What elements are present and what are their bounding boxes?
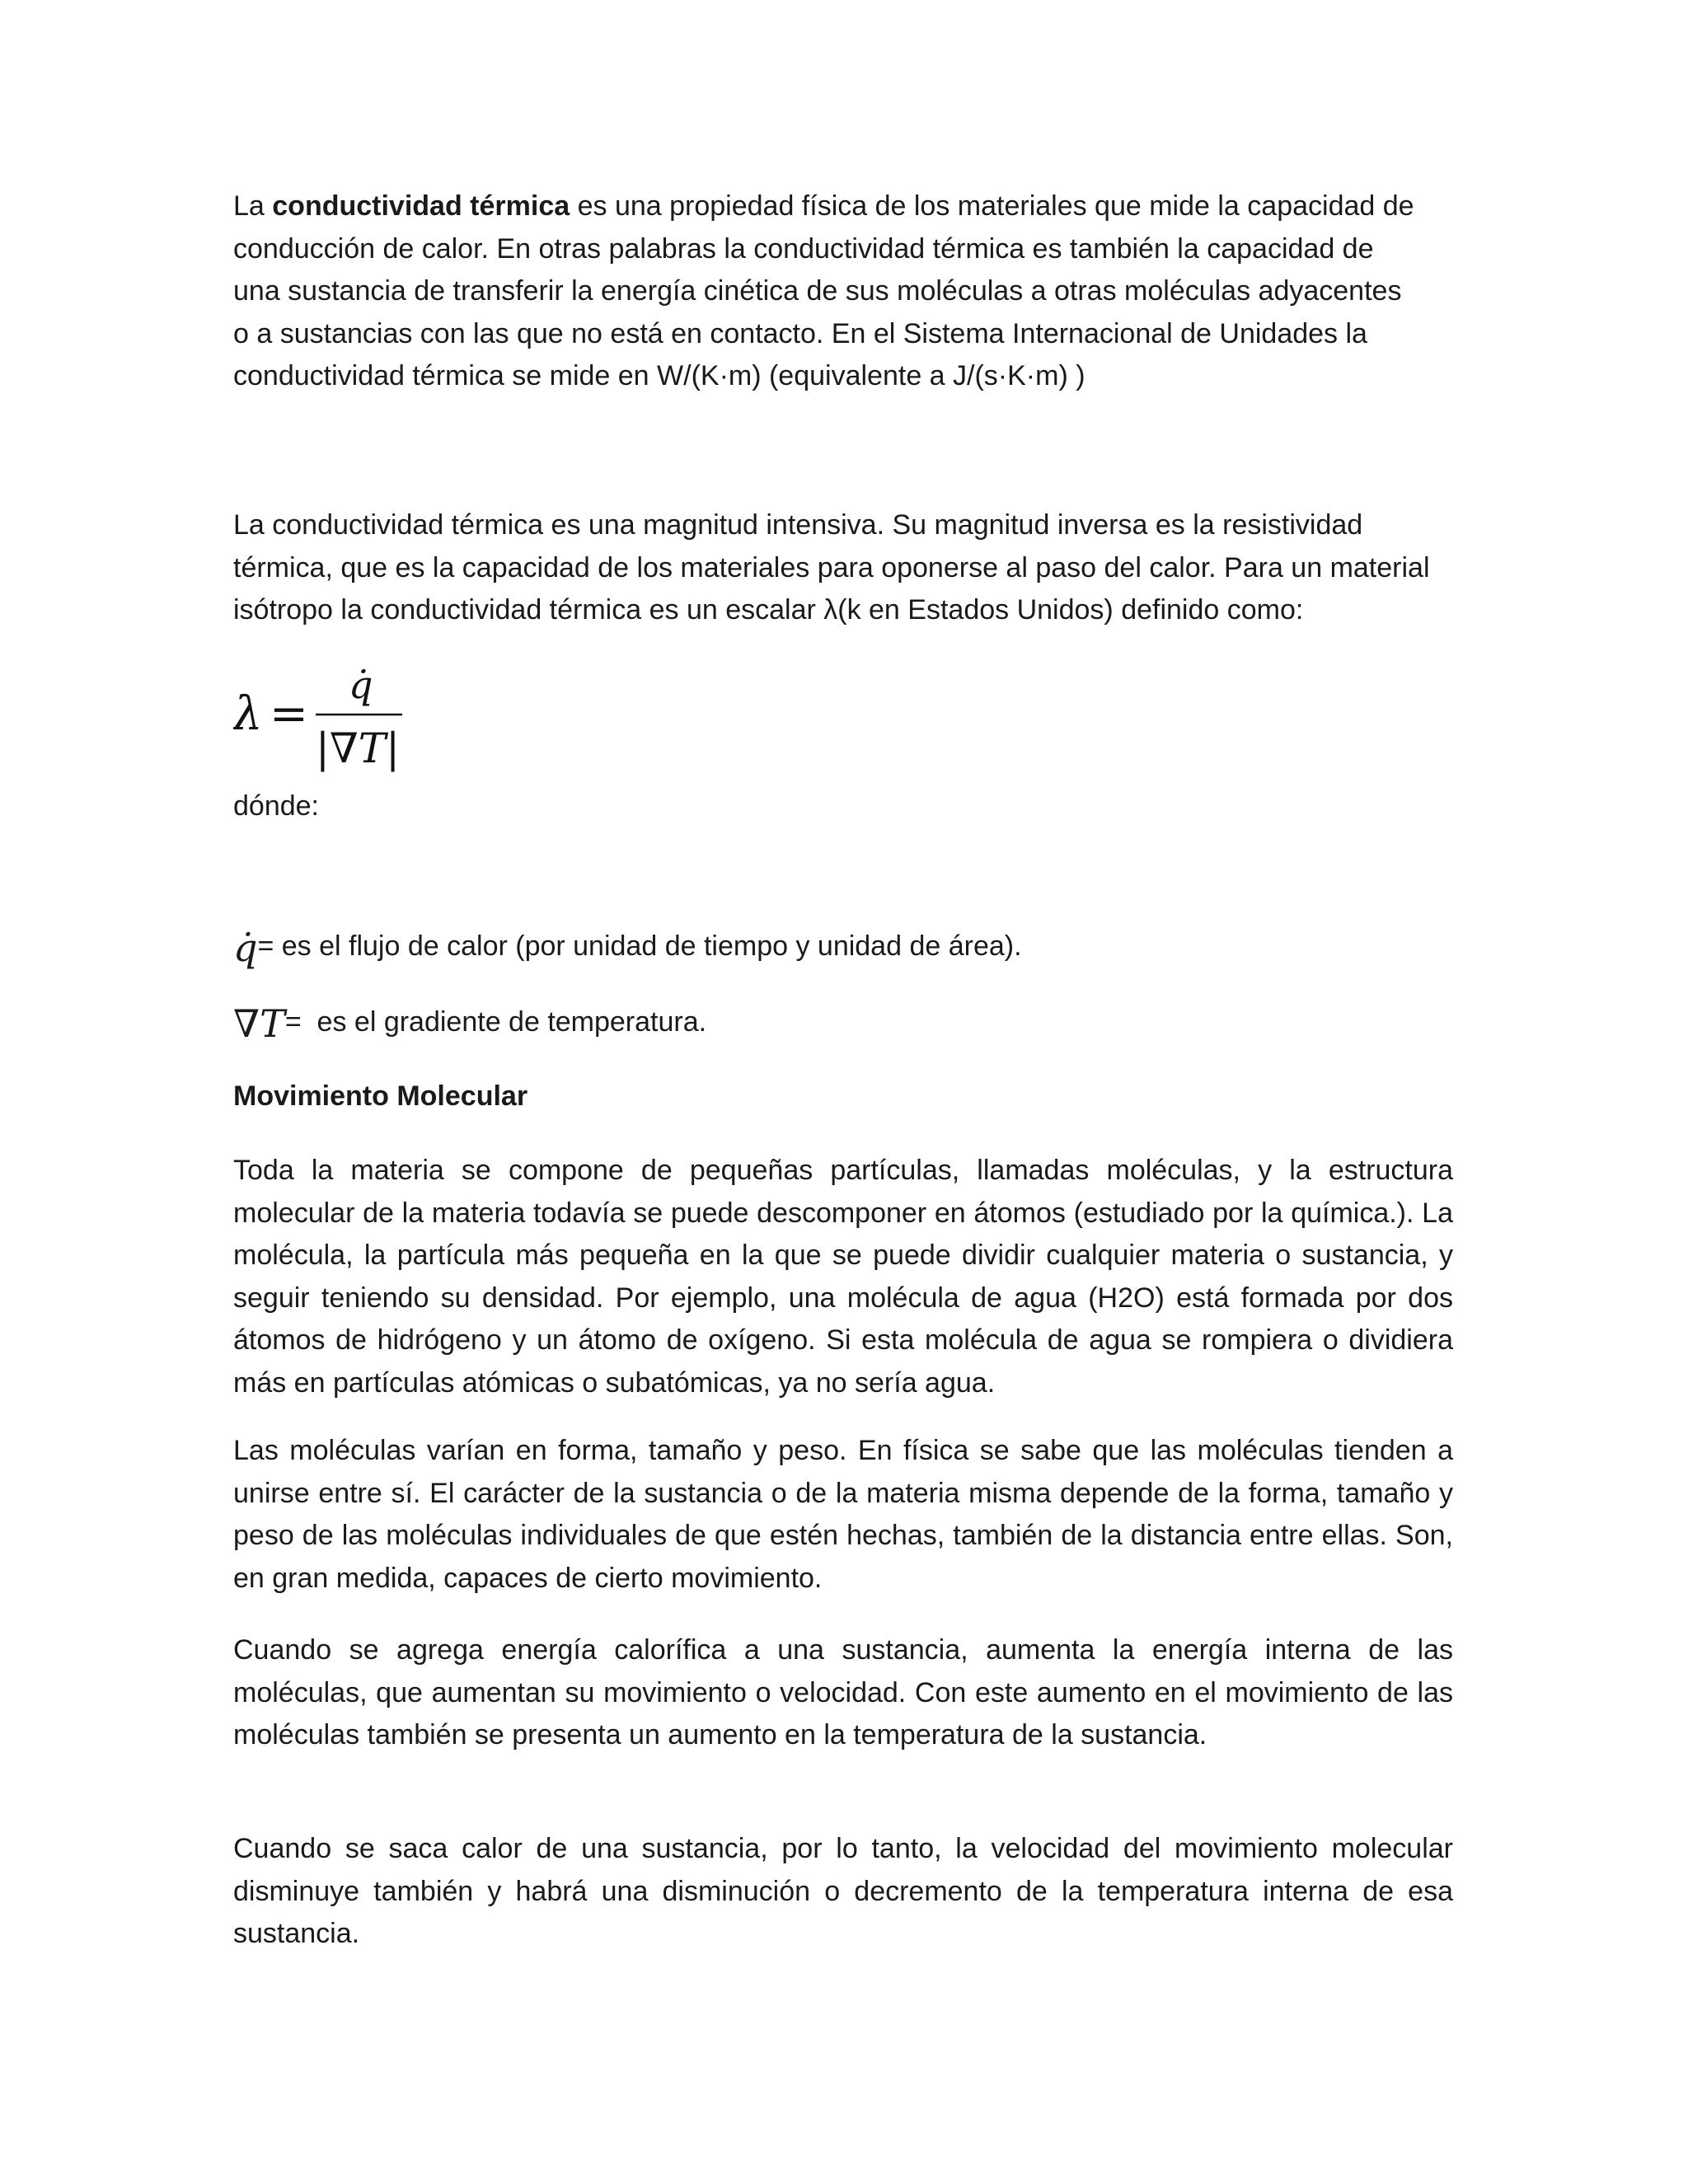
paragraph-molecule-shape: Las moléculas varían en forma, tamaño y peso. En física se sabe que las moléculas tienden a unirse entre sí. El carácter de la sustancia o de la materia misma depende de la forma, tamaño y peso de las moléculas individuales de que estén hechas, también de la distancia entre ellas. Son, en gran medida, capaces de cierto movimiento. xyxy=(233,1435,1453,1594)
paragraph-heat-removed: Cuando se saca calor de una sustancia, por lo tanto, la velocidad del movimiento molecular disminuye también y habrá una disminución o decremento de la temperatura interna de esa sustancia. xyxy=(233,1833,1453,1949)
donde-label: dónde: xyxy=(233,790,319,822)
definition-heat-flux xyxy=(233,926,1022,968)
definition-gradient xyxy=(233,1001,706,1044)
paragraph-molecules: Toda la materia se compone de pequeñas partículas, llamadas moléculas, y la estructura molecular de la materia todavía se puede descomponer en átomos (estudiado por la química.). La molécula, la partícula más pequeña en la que se puede dividir cualquier materia o sustancia, y seguir teniendo su densidad. Por ejemplo, una molécula de agua (H2O) está formada por dos átomos de hidrógeno y un átomo de oxígeno. Si esta molécula de agua se rompiera o dividiera más en partículas atómicas o subatómicas, ya no sería agua. xyxy=(233,1155,1453,1399)
section-heading: Movimiento Molecular xyxy=(233,1080,528,1112)
formula-lhs: λ xyxy=(233,687,263,741)
heat-flux-text: = es el flujo de calor (por unidad de tiempo y unidad de área). xyxy=(257,930,1022,962)
gradient-symbol: ∇T xyxy=(233,1001,285,1046)
bold-term: conductividad térmica xyxy=(272,190,570,222)
paragraph-intro xyxy=(233,185,1420,398)
conductivity-formula xyxy=(233,655,579,787)
formula-denominator: |∇T| xyxy=(316,724,400,772)
formula-equals: = xyxy=(270,687,308,741)
intro-text: es una propiedad física de los materiales que mide la capacidad de conducción de calor. En otras palabras la conductividad térmica es también la capacidad de una sustancia de transferir la energía cinética de sus moléculas a otras moléculas adyacentes o a sustancias con las que no está en contacto. En el Sistema Internacional de Unidades la conductividad térmica se mide en W/(K·m) (equivalente a J/(s·K·m) ) xyxy=(233,190,1414,391)
gradient-text: = es el gradiente de temperatura. xyxy=(284,1006,707,1038)
formula-numerator: q̇ xyxy=(349,663,373,707)
heat-flux-symbol: q̇ xyxy=(233,925,258,970)
paragraph-intensive: La conductividad térmica es una magnitud intensiva. Su magnitud inversa es la resistividad térmica, que es la capacidad de los materiales para oponerse al paso del calor. Para un material isótropo la conductividad térmica es un escalar λ(k en Estados Unidos) definido como: xyxy=(233,509,1430,626)
intro-prefix: La xyxy=(233,190,273,222)
paragraph-heat-added: Cuando se agrega energía calorífica a una sustancia, aumenta la energía interna de las moléculas, que aumentan su movimiento o velocidad. Con este aumento en el movimiento de las moléculas también se presenta un aumento en la temperatura de la sustancia. xyxy=(233,1634,1453,1750)
